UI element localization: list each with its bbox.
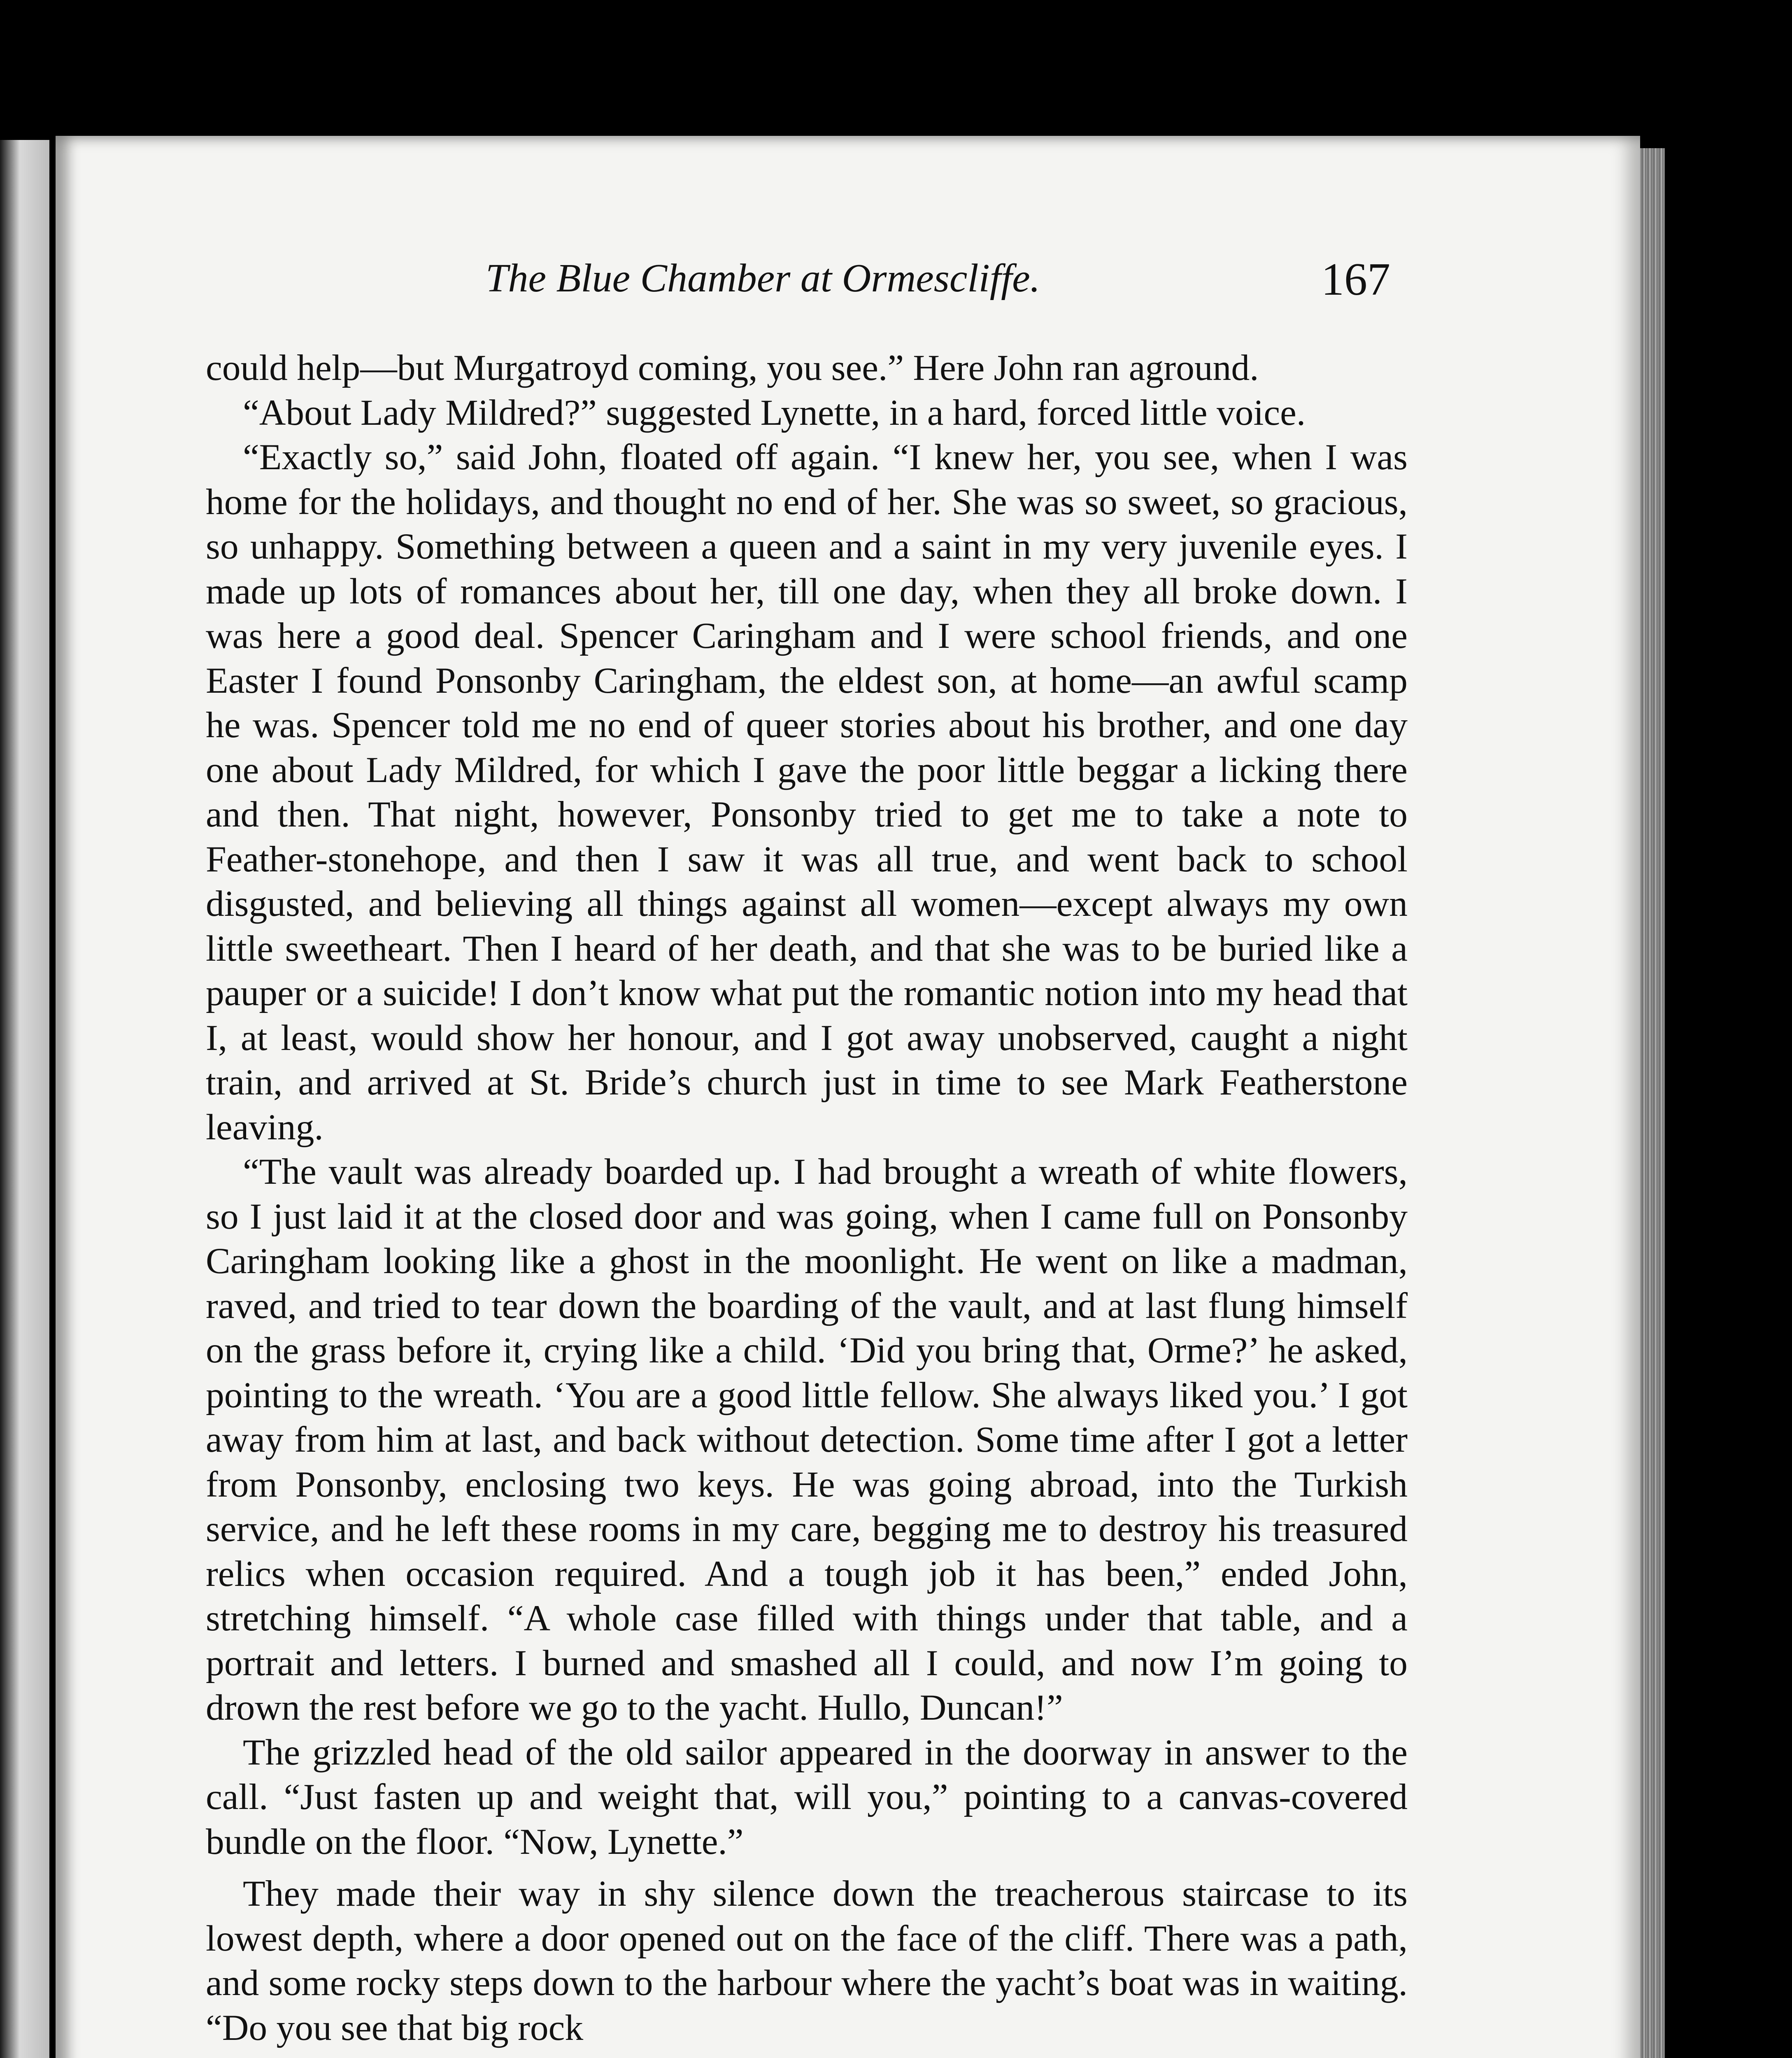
paragraph-2: “About Lady Mildred?” suggested Lynette, in a hard, forced little voice. <box>243 392 1306 433</box>
page-number: 167 <box>1321 254 1390 305</box>
page-stack-edge <box>1640 148 1665 2058</box>
paragraph-3: “Exactly so,” said John, floated off again. “I knew her, you see, when I was home for the holidays, and thought no end of her. She was so sweet, so gracious, so unhappy. Something between a queen and a saint in my very juvenile eyes. I made up lots of romances about her, till one day, when they all broke down. I was here a good deal. Spencer Caringham and I were school friends, and one Easter I found Ponsonby Caringham, the eldest son, at home—an awful scamp he was. Spencer told me no end of queer stories about his brother, and one day one about Lady Mildred, for which I gave the poor little beggar a licking there and then. That night, however, Ponsonby tried to get me to take a note to Feather-stonehope, and then I saw it was all true, and went back to school disgusted, and believing all things against all women—except always my own little sweetheart. Then I heard of her death, and that she was to be buried like a pauper or a suicide! I don’t know what put the romantic notion into my head that I, at least, would show her honour, and I got away unobserved, caught a night train, and arrived at St. Bride’s church just in time to see Mark Featherstone leaving. <box>206 437 1408 1148</box>
paragraph-1: could help—but Murgatroyd coming, you see.” Here John ran aground. <box>206 347 1259 388</box>
facing-page-edge <box>0 140 49 2058</box>
paragraph-6: They made their way in shy silence down the treacherous staircase to its lowest depth, where a door opened out on the face of the cliff. There was a path, and some rocky steps down to the harbour where the yacht’s boat was in waiting. “Do you see that big rock <box>206 1873 1408 2048</box>
running-title: The Blue Chamber at Ormescliffe. <box>486 256 1040 300</box>
body-text <box>206 346 1408 2050</box>
paragraph-4: “The vault was already boarded up. I had brought a wreath of white flowers, so I just laid it at the closed door and was going, when I came full on Ponsonby Caringham looking like a ghost in the moonlight. He went on like a madman, raved, and tried to tear down the boarding of the vault, and at last flung himself on the grass before it, crying like a child. ‘Did you bring that, Orme?’ he asked, pointing to the wreath. ‘You are a good little fellow. She always liked you.’ I got away from him at last, and back without detection. Some time after I got a letter from Ponsonby, enclosing two keys. He was going abroad, into the Turkish service, and he left these rooms in my care, begging me to destroy his treasured relics when occasion required. And a tough job it has been,” ended John, stretching himself. “A whole case filled with things under that table, and a portrait and letters. I burned and smashed all I could, and now I’m going to drown the rest before we go to the yacht. Hullo, Duncan!” <box>206 1151 1408 1728</box>
paragraph-5: The grizzled head of the old sailor appeared in the doorway in answer to the call. “Just fasten up and weight that, will you,” pointing to a canvas-covered bundle on the floor. “Now, Lynette.” <box>206 1732 1408 1862</box>
